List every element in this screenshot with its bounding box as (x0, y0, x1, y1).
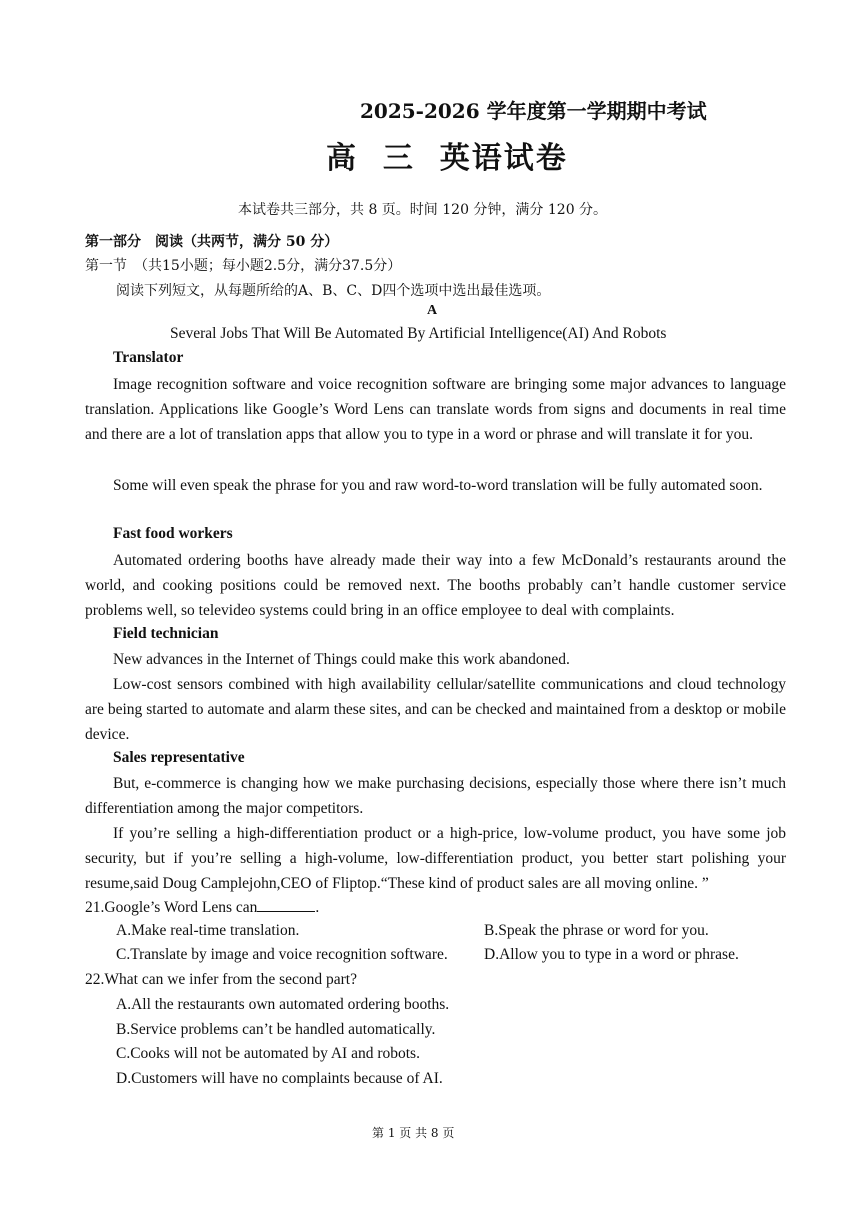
passage-title: Several Jobs That Will Be Automated By Artificial Intelligence(AI) And Robots (170, 325, 667, 342)
q21-option-c: C.Translate by image and voice recognition software. (116, 946, 448, 963)
paragraph-field-1: New advances in the Internet of Things could make this work abandoned. (113, 651, 570, 668)
heading-fast-food: Fast food workers (113, 525, 233, 542)
page-footer: 第 1 页 共 8 页 (372, 1126, 455, 1140)
paper-title-grade-char1: 高 (326, 141, 358, 176)
paper-title-grade-char2: 三 (382, 141, 415, 176)
paragraph-sales-1: But, e-commerce is changing how we make purchasing decisions, especially those where there isn’t much differentiation among the major competitors. (85, 775, 786, 817)
heading-sales: Sales representative (113, 749, 245, 766)
question-21-stem (85, 897, 319, 917)
q21-option-b: B.Speak the phrase or word for you. (484, 922, 709, 939)
q22-option-b: B.Service problems can’t be handled automatically. (116, 1021, 436, 1038)
exam-info: 本试卷共三部分，共 8 页。时间 120 分钟，满分 120 分。 (238, 202, 608, 218)
heading-field-technician: Field technician (113, 625, 219, 642)
heading-translator: Translator (113, 349, 184, 366)
q22-option-a: A.All the restaurants own automated ordering booths. (116, 996, 450, 1013)
instruction: 阅读下列短文，从每题所给的A、B、C、D四个选项中选出最佳选项。 (116, 283, 551, 299)
question-21-text: 21.Google’s Word Lens can (85, 899, 258, 916)
paper-title-subject: 英语试卷 (439, 141, 568, 176)
q22-option-d: D.Customers will have no complaints because of AI. (116, 1070, 443, 1087)
q22-option-c: C.Cooks will not be automated by AI and robots. (116, 1045, 420, 1062)
answer-blank (257, 897, 315, 912)
q21-option-d: D.Allow you to type in a word or phrase. (484, 946, 739, 963)
paragraph-sales-2: If you’re selling a high-differentiation product or a high-price, low-volume product, you have some job security, but if you’re selling a high-volume, low-differentiation product, you better start polishing your resume,said Doug Camplejohn,CEO of Fliptop.“These kind of product sales are all moving online. ” (85, 825, 786, 892)
passage-letter: A (427, 303, 438, 318)
paragraph-fast-food: Automated ordering booths have already made their way into a few McDonald’s restaurants around the world, and cooking positions could be removed next. The booths probably can’t handle customer service problems well, so televideo systems could bring in an office employee to deal with complaints. (85, 552, 786, 619)
section1-title: 第一节 （共15小题；每小题2.5分，满分37.5分） (85, 258, 402, 274)
exam-title: 2025-2026 学年度第一学期期中考试 (360, 99, 707, 123)
paragraph-translator-2: Some will even speak the phrase for you and raw word-to-word translation will be fully automated soon. (113, 477, 763, 494)
question-21-end: . (315, 899, 320, 916)
paragraph-field-2: Low-cost sensors combined with high availability cellular/satellite communications and cloud technology are being started to automate and alarm these sites, and can be checked and maintained from a desktop or mobile device. (85, 676, 786, 743)
paper-title (326, 133, 568, 177)
q21-option-a: A.Make real-time translation. (116, 922, 300, 939)
question-22-stem: 22.What can we infer from the second part? (85, 971, 357, 988)
part1-title: 第一部分 阅读（共两节，满分 50 分） (85, 234, 339, 250)
paragraph-translator-1: Image recognition software and voice recognition software are bringing some major advances to language translation. Applications like Google’s Word Lens can translate words from signs and documents in real time and there are a lot of translation apps that allow you to type in a word or phrase and will translate it for you. (85, 376, 786, 443)
